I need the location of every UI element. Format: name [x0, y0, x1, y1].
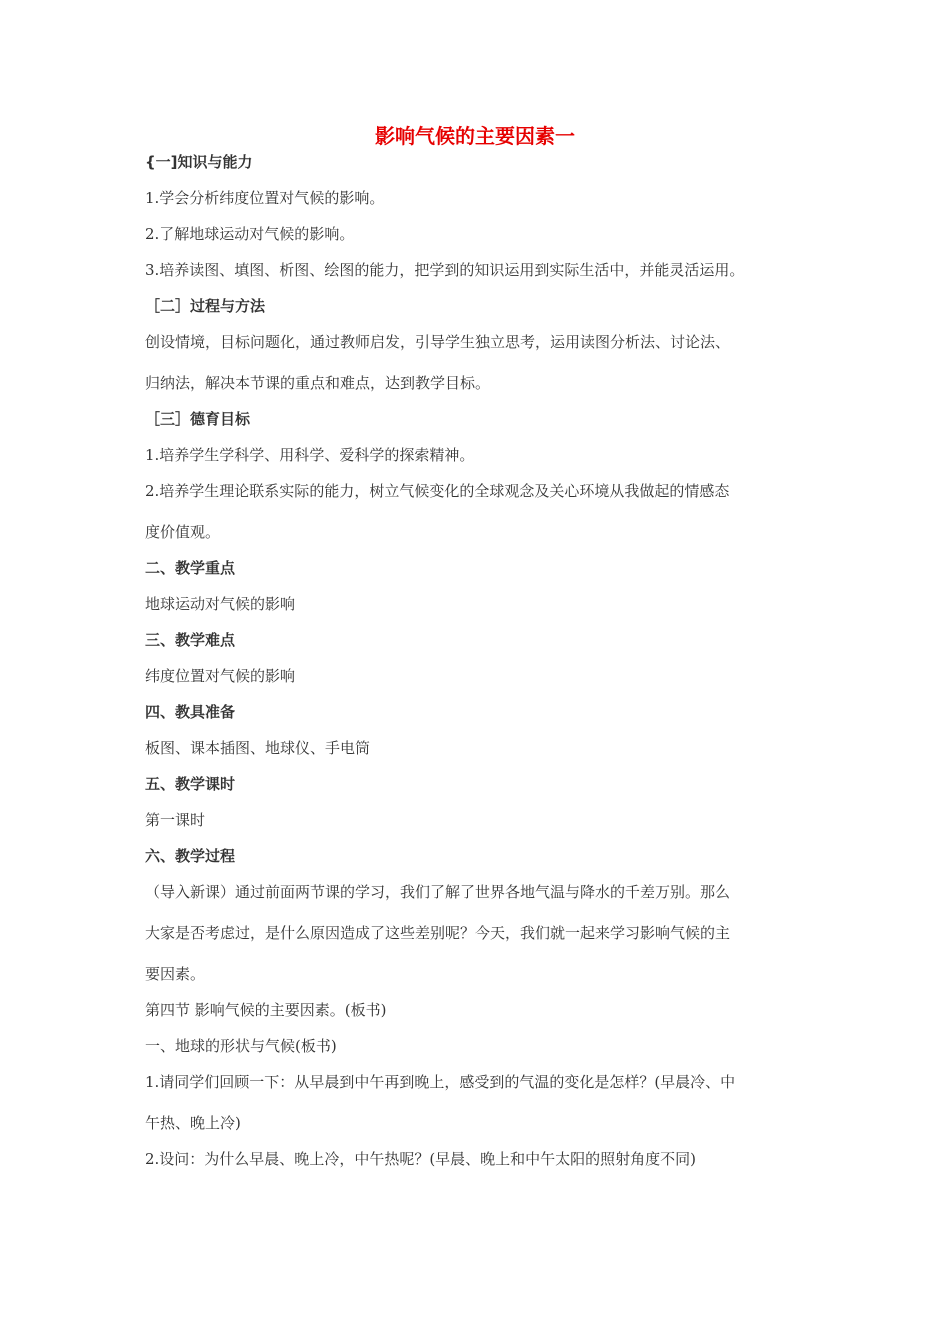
section-heading: 二、教学重点 — [145, 559, 236, 577]
paragraph-line: 第一课时 — [145, 811, 206, 829]
paragraph-line: 第四节 影响气候的主要因素。(板书) — [145, 1001, 387, 1019]
paragraph-line: 要因素。 — [145, 965, 206, 983]
paragraph-line: 2.培养学生理论联系实际的能力，树立气候变化的全球观念及关心环境从我做起的情感态 — [145, 482, 730, 500]
paragraph-line: 1.培养学生学科学、用科学、爱科学的探索精神。 — [145, 446, 475, 464]
paragraph-line: 度价值观。 — [145, 523, 221, 541]
paragraph-line: 板图、课本插图、地球仪、手电筒 — [145, 739, 371, 757]
paragraph-line: 2.设问：为什么早晨、晚上冷，中午热呢？(早晨、晚上和中午太阳的照射角度不同) — [145, 1150, 697, 1168]
section-heading: 六、教学过程 — [145, 847, 236, 865]
paragraph-line: （导入新课）通过前面两节课的学习，我们了解了世界各地气温与降水的千差万别。那么 — [145, 883, 731, 901]
section-heading: ［三］德育目标 — [145, 410, 251, 428]
paragraph-line: 2.了解地球运动对气候的影响。 — [145, 225, 355, 243]
paragraph-line: 大家是否考虑过，是什么原因造成了这些差别呢？今天，我们就一起来学习影响气候的主 — [145, 924, 731, 942]
paragraph-line: 3.培养读图、填图、析图、绘图的能力，把学到的知识运用到实际生活中，并能灵活运用。 — [145, 261, 745, 279]
section-heading: 五、教学课时 — [145, 775, 236, 793]
section-heading: 三、教学难点 — [145, 631, 236, 649]
document-title: 影响气候的主要因素一 — [375, 124, 575, 148]
paragraph-line: 纬度位置对气候的影响 — [145, 667, 296, 685]
paragraph-line: 1.学会分析纬度位置对气候的影响。 — [145, 189, 385, 207]
paragraph-line: 归纳法，解决本节课的重点和难点，达到教学目标。 — [145, 374, 491, 392]
paragraph-line: 创设情境，目标问题化，通过教师启发，引导学生独立思考，运用读图分析法、讨论法、 — [145, 333, 731, 351]
paragraph-line: 午热、晚上冷) — [145, 1114, 241, 1132]
paragraph-line: 1.请同学们回顾一下：从早晨到中午再到晚上，感受到的气温的变化是怎样？(早晨冷、中 — [145, 1073, 736, 1091]
paragraph-line: 地球运动对气候的影响 — [145, 595, 296, 613]
section-heading: ［二］过程与方法 — [145, 297, 266, 315]
section-heading: {一]知识与能力 — [145, 153, 253, 171]
paragraph-line: 一、地球的形状与气候(板书) — [145, 1037, 337, 1055]
section-heading: 四、教具准备 — [145, 703, 236, 721]
